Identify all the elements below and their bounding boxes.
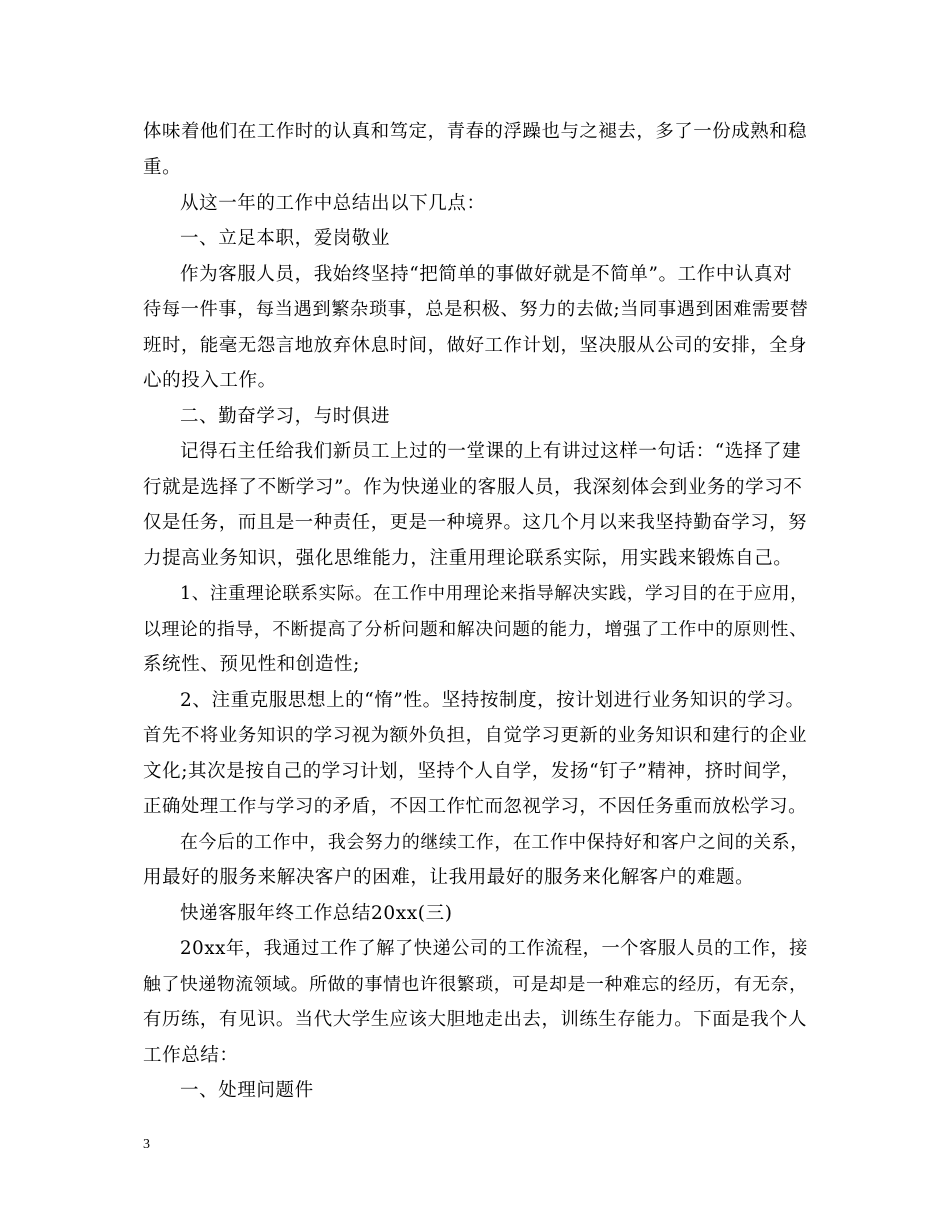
text-line: 力提高业务知识，强化思维能力，注重用理论联系实际，用实践来锻炼自己。 bbox=[143, 548, 793, 569]
page-number: 3 bbox=[143, 1137, 150, 1152]
text-line: 工作总结： bbox=[143, 1045, 239, 1066]
text-line: 仅是任务，而且是一种责任，更是一种境界。这几个月以来我坚持勤奋学习，努 bbox=[143, 512, 808, 533]
text-line: 以理论的指导，不断提高了分析问题和解决问题的能力，增强了工作中的原则性、 bbox=[143, 619, 808, 640]
section-heading: 快递客服年终工作总结20xx(三) bbox=[180, 903, 453, 924]
text-line: 正确处理工作与学习的矛盾，不因工作忙而忽视学习，不因任务重而放松学习。 bbox=[143, 796, 808, 817]
text-line: 行就是选择了不断学习”。作为快递业的客服人员，我深刻体会到业务的学习不 bbox=[143, 477, 803, 498]
text-line: 待每一件事，每当遇到繁杂琐事，总是积极、努力的去做;当同事遇到困难需要替 bbox=[143, 299, 809, 320]
text-line: 文化;其次是按自己的学习计划，坚持个人自学，发扬“钉子”精神，挤时间学， bbox=[143, 761, 801, 782]
text-line: 班时，能毫无怨言地放弃休息时间，做好工作计划，坚决服从公司的安排，全身 bbox=[143, 335, 808, 356]
section-heading: 一、处理问题件 bbox=[180, 1080, 314, 1101]
text-line: 作为客服人员，我始终坚持“把简单的事做好就是不简单”。工作中认真对 bbox=[180, 264, 793, 285]
section-heading: 一、立足本职，爱岗敬业 bbox=[180, 228, 391, 249]
text-line: 2、注重克服思想上的“惰”性。坚持按制度，按计划进行业务知识的学习。 bbox=[180, 690, 805, 711]
text-line: 触了快递物流领域。所做的事情也许很繁琐，可是却是一种难忘的经历，有无奈， bbox=[143, 974, 808, 995]
text-line: 从这一年的工作中总结出以下几点： bbox=[180, 193, 486, 214]
text-line: 体味着他们在工作时的认真和笃定，青春的浮躁也与之褪去，多了一份成熟和稳 bbox=[143, 121, 808, 142]
text-line: 在今后的工作中，我会努力的继续工作，在工作中保持好和客户之间的关系， bbox=[180, 832, 809, 853]
text-line: 首先不将业务知识的学习视为额外负担，自觉学习更新的业务知识和建行的企业 bbox=[143, 725, 808, 746]
section-heading: 二、勤奋学习，与时俱进 bbox=[180, 406, 391, 427]
text-line: 1、注重理论联系实际。在工作中用理论来指导解决实践，学习目的在于应用， bbox=[180, 584, 809, 604]
text-line: 有历练，有见识。当代大学生应该大胆地走出去，训练生存能力。下面是我个人 bbox=[143, 1009, 808, 1030]
text-line: 记得石主任给我们新员工上过的一堂课的上有讲过这样一句话：“选择了建 bbox=[180, 441, 802, 462]
text-line: 心的投入工作。 bbox=[143, 370, 277, 391]
text-line: 系统性、预见性和创造性; bbox=[143, 654, 360, 675]
text-line: 用最好的服务来解决客户的困难，让我用最好的服务来化解客户的难题。 bbox=[143, 867, 755, 888]
text-line: 20xx年，我通过工作了解了快递公司的工作流程，一个客服人员的工作，接 bbox=[180, 938, 808, 959]
text-line: 重。 bbox=[143, 157, 182, 178]
